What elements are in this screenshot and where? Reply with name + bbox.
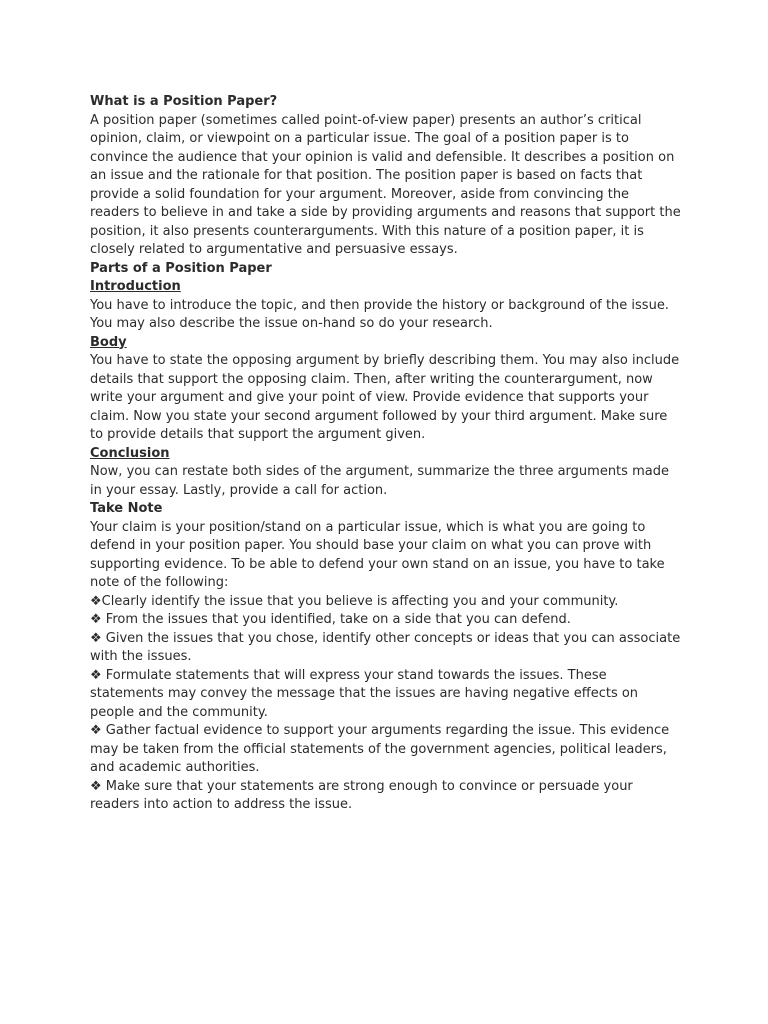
body-text: You have to state the opposing argument by briefly describing them. You may also include details that support the opposing claim. Then, after writing the counterargument, now write your argument and give your point of view. Provide evidence that supports your claim. Now you state your second argument followed by your third argument. Make sure to provide details that support the argument given. xyxy=(90,353,680,442)
list-item: ❖ Formulate statements that will express your stand towards the issues. These statements may convey the message that the issues are having negative effects on people and the community. xyxy=(90,667,639,720)
document-title: What is a Position Paper? xyxy=(90,94,278,109)
list-item: ❖ Gather factual evidence to support your arguments regarding the issue. This evidence may be taken from the official statements of the government agencies, political leaders, and academic authorities. xyxy=(90,723,670,775)
list-item: ❖Clearly identify the issue that you believe is affecting you and your community. xyxy=(90,593,619,609)
parts-heading: Parts of a Position Paper xyxy=(90,260,272,276)
list-item: ❖ Given the issues that you chose, identify other concepts or ideas that you can associate with the issues. xyxy=(90,630,681,664)
conclusion-text: Now, you can restate both sides of the argument, summarize the three arguments made in your essay. Lastly, provide a call for action. xyxy=(90,464,669,498)
take-note-heading: Take Note xyxy=(90,501,163,516)
introduction-heading: Introduction xyxy=(90,279,181,294)
document-page xyxy=(90,93,682,815)
conclusion-heading: Conclusion xyxy=(90,445,170,461)
take-note-text: Your claim is your position/stand on a particular issue, which is what you are going to defend in your position paper. You should base your claim on what you can prove with supporting evidence. To be able to defend your own stand on an issue, you have to take note of the following: xyxy=(90,519,665,590)
list-item: ❖ From the issues that you identified, take on a side that you can defend. xyxy=(90,612,571,627)
introduction-text: You have to introduce the topic, and then provide the history or background of the issue. You may also describe the issue on-hand so do your research. xyxy=(90,297,669,331)
intro-paragraph: A position paper (sometimes called point-of-view paper) presents an author’s critical opinion, claim, or viewpoint on a particular issue. The goal of a position paper is to convince the audience that your opinion is valid and defensible. It describes a position on an issue and the rationale for that position. The position paper is based on facts that provide a solid foundation for your argument. Moreover, aside from convincing the readers to believe in and take a side by providing arguments and reasons that support the position, it also presents counterarguments. With this nature of a position paper, it is closely related to argumentative and persuasive essays. xyxy=(90,112,681,257)
list-item: ❖ Make sure that your statements are strong enough to convince or persuade your readers into action to address the issue. xyxy=(90,778,633,812)
body-heading: Body xyxy=(90,334,127,350)
